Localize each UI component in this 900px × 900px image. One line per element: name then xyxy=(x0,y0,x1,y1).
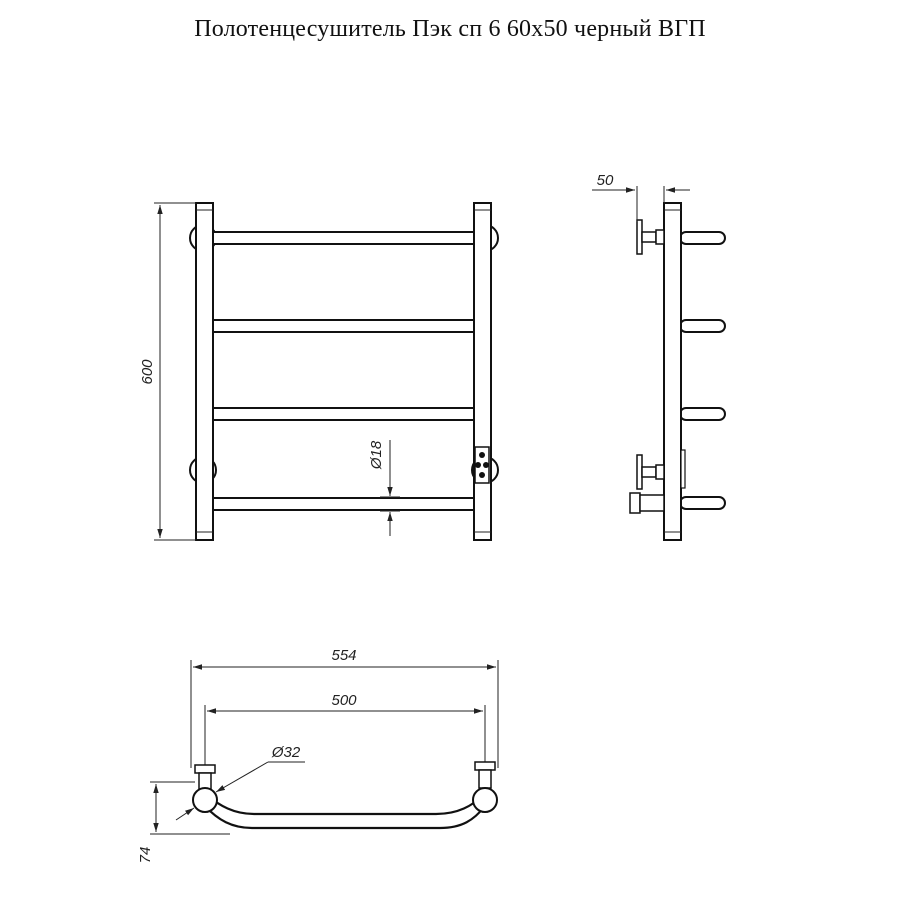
rung-diameter-dimension: Ø18 xyxy=(368,440,385,470)
rung-3 xyxy=(208,408,486,420)
rung-2 xyxy=(208,320,486,332)
depth-dimension: 50 xyxy=(596,172,614,189)
side-post xyxy=(664,203,681,540)
rail-outer xyxy=(205,806,485,828)
overall-width-dimension: 554 xyxy=(331,647,357,664)
rung-1 xyxy=(208,232,486,244)
front-view xyxy=(139,203,498,540)
page-title: Полотенцесушитель Пэк сп 6 60x50 черный ВГП xyxy=(194,16,706,42)
rail-inner xyxy=(205,794,485,814)
side-view xyxy=(592,172,725,540)
side-rung-3 xyxy=(680,408,725,420)
left-post xyxy=(196,203,213,540)
side-rung-2 xyxy=(680,320,725,332)
pipe-diameter-dimension: Ø32 xyxy=(271,744,301,761)
left-post-section xyxy=(193,788,217,812)
height-dimension: 600 xyxy=(139,359,156,385)
side-rung-4 xyxy=(680,497,725,509)
top-view xyxy=(137,647,498,863)
right-post-section xyxy=(473,788,497,812)
rung-4 xyxy=(208,498,486,510)
offset-dimension: 74 xyxy=(137,846,154,864)
side-rung-1 xyxy=(680,232,725,244)
axis-width-dimension: 500 xyxy=(331,692,357,709)
right-post xyxy=(474,203,491,540)
